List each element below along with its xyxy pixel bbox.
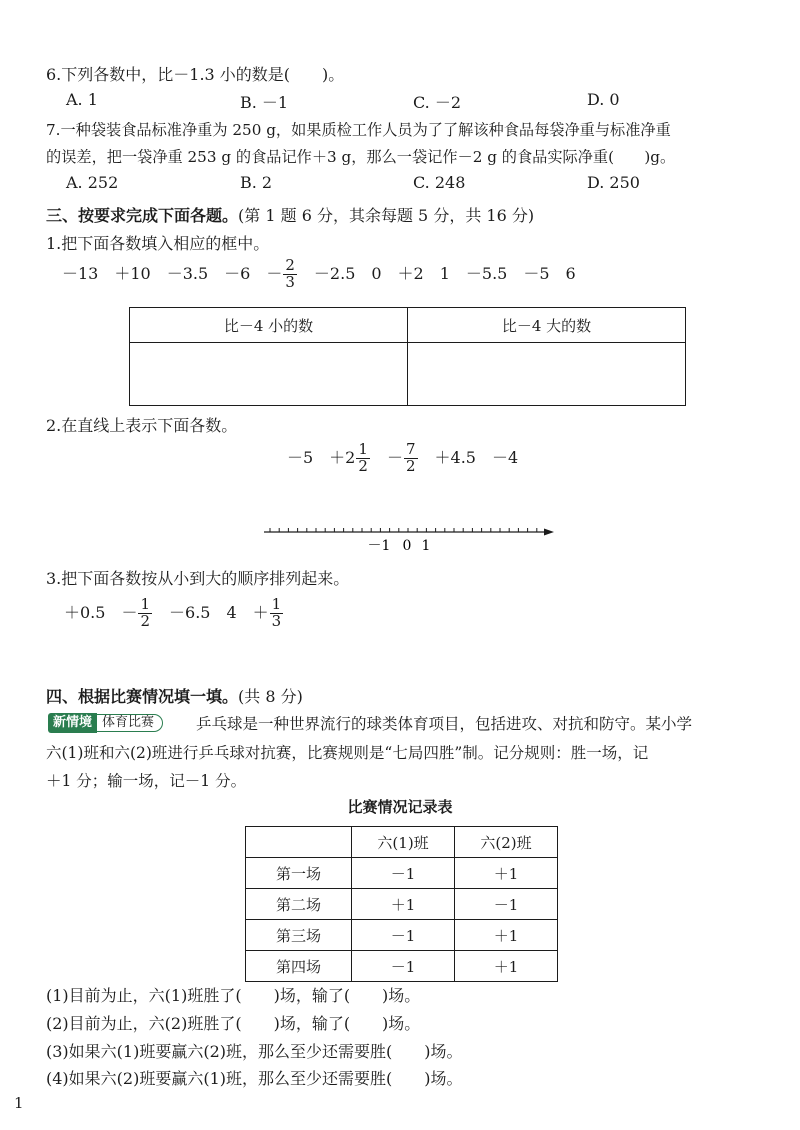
q7-option-c: C. 248 (413, 173, 466, 192)
s3q2-n3: ＋4.5 －4 (434, 447, 519, 467)
section4-note: (共 8 分) (238, 687, 303, 706)
section3-heading (46, 203, 534, 226)
row-label: 第三场 (246, 920, 352, 951)
question-4: (4)如果六(2)班要赢六(1)班，那么至少还需要胜( )场。 (46, 1069, 463, 1088)
q6-stem: 6.下列各数中，比－1.3 小的数是( )。 (46, 65, 345, 84)
section3-title: 三、按要求完成下面各题。 (46, 206, 239, 225)
badge-sports: 体育比赛 (97, 714, 163, 732)
s3q3-frac1-num: 1 (140, 595, 150, 613)
table-row (246, 920, 558, 951)
score-class-6-1: －1 (352, 858, 455, 889)
s3q1-fraction (283, 258, 297, 291)
record-table-header-row (246, 827, 558, 858)
record-table (245, 826, 558, 982)
s3q2-n1: －5 ＋2 (287, 447, 356, 467)
q6-option-b: B. －1 (240, 93, 289, 112)
q7-stem-line1: 7.一种袋装食品标准净重为 250 g，如果质检工作人员为了了解该种食品每袋净重与标准净重 (46, 121, 671, 139)
s3q3-frac1-den: 2 (140, 611, 150, 630)
s3q1-frac-den: 3 (285, 272, 295, 291)
context-badge (48, 713, 163, 733)
question-1: (1)目前为止，六(1)班胜了( )场，输了( )场。 (46, 986, 421, 1005)
score-class-6-2: ＋1 (455, 920, 558, 951)
q6-option-d: D. 0 (587, 90, 620, 109)
score-class-6-2: ＋1 (455, 858, 558, 889)
s3q3-frac2-num: 1 (271, 595, 282, 613)
q7-option-b: B. 2 (240, 173, 273, 192)
number-line[interactable] (260, 522, 560, 558)
s3q3-fraction1 (138, 597, 152, 630)
s3q3-frac2-den: 3 (271, 611, 282, 630)
answer-cell-less[interactable] (130, 343, 408, 406)
intro-line1: 乒乓球是一种世界流行的球类体育项目，包括进攻、对抗和防守。某小学 (196, 715, 693, 733)
q7-option-a: A. 252 (66, 173, 119, 192)
s3q2-frac-den: 2 (405, 456, 416, 475)
intro-line2: 六(1)班和六(2)班进行乒乓球对抗赛，比赛规则是“七局四胜”制。记分规则：胜一场，记 (46, 744, 649, 762)
score-class-6-2: ＋1 (455, 951, 558, 982)
badge-new-context: 新情境 (48, 713, 97, 733)
record-table-title: 比赛情况记录表 (347, 798, 453, 816)
s3q3-stem: 3.把下面各数按从小到大的顺序排列起来。 (46, 569, 350, 588)
score-class-6-1: ＋1 (352, 889, 455, 920)
sort-table (129, 307, 686, 406)
page-number: 1 (14, 1094, 24, 1112)
header-class-6-1: 六(1)班 (352, 827, 455, 858)
row-label: 第一场 (246, 858, 352, 889)
section4-heading (46, 684, 303, 707)
header-greater-than-minus4: 比－4 大的数 (408, 308, 686, 343)
s3q2-mixed-den: 2 (358, 456, 368, 475)
s3q3-n1: ＋0.5 － (64, 602, 138, 622)
number-line-arrow-icon (544, 529, 554, 536)
table-row (246, 889, 558, 920)
axis-label-minus1: －1 (367, 538, 391, 554)
s3q2-mixed-fraction (356, 442, 370, 475)
intro-line3: ＋1 分；输一场，记－1 分。 (46, 772, 247, 790)
row-label: 第二场 (246, 889, 352, 920)
question-2: (2)目前为止，六(2)班胜了( )场，输了( )场。 (46, 1014, 421, 1033)
question-3: (3)如果六(1)班要赢六(2)班，那么至少还需要胜( )场。 (46, 1042, 463, 1061)
s3q3-fraction2 (270, 597, 284, 630)
table-row (246, 858, 558, 889)
score-class-6-2: －1 (455, 889, 558, 920)
s3q3-n2: －6.5 4 ＋ (169, 602, 269, 622)
s3q1-frac-num: 2 (285, 256, 295, 274)
axis-label-1: 1 (421, 538, 431, 554)
table-row (246, 951, 558, 982)
q7-option-d: D. 250 (587, 173, 640, 192)
s3q2-mixed-num: 1 (358, 440, 368, 458)
score-class-6-1: －1 (352, 920, 455, 951)
section4-title: 四、根据比赛情况填一填。 (46, 687, 239, 706)
s3q1-nums-after: －2.5 0 ＋2 1 －5.5 －5 6 (313, 263, 576, 283)
s3q1-nums-before: －13 ＋10 －3.5 －6 － (62, 263, 283, 283)
header-blank (246, 827, 352, 858)
s3q2-fraction (404, 442, 418, 475)
header-less-than-minus4: 比－4 小的数 (130, 308, 408, 343)
s3q2-stem: 2.在直线上表示下面各数。 (46, 416, 238, 435)
s3q2-number-list (287, 442, 518, 475)
answer-cell-greater[interactable] (408, 343, 686, 406)
q7-stem-line2: 的误差，把一袋净重 253 g 的食品记作＋3 g，那么一袋记作－2 g 的食品实际净重( )g。 (46, 148, 676, 166)
s3q3-number-list (64, 597, 284, 630)
score-class-6-1: －1 (352, 951, 455, 982)
axis-label-0: 0 (402, 538, 412, 554)
header-class-6-2: 六(2)班 (455, 827, 558, 858)
s3q1-number-list (62, 258, 576, 291)
q6-option-c: C. －2 (413, 93, 462, 112)
q6-option-a: A. 1 (66, 90, 98, 109)
s3q2-n2: － (386, 447, 403, 467)
row-label: 第四场 (246, 951, 352, 982)
s3q1-stem: 1.把下面各数填入相应的框中。 (46, 234, 270, 253)
section3-note: (第 1 题 6 分，其余每题 5 分，共 16 分) (238, 206, 535, 225)
s3q2-frac-num: 7 (405, 440, 416, 458)
